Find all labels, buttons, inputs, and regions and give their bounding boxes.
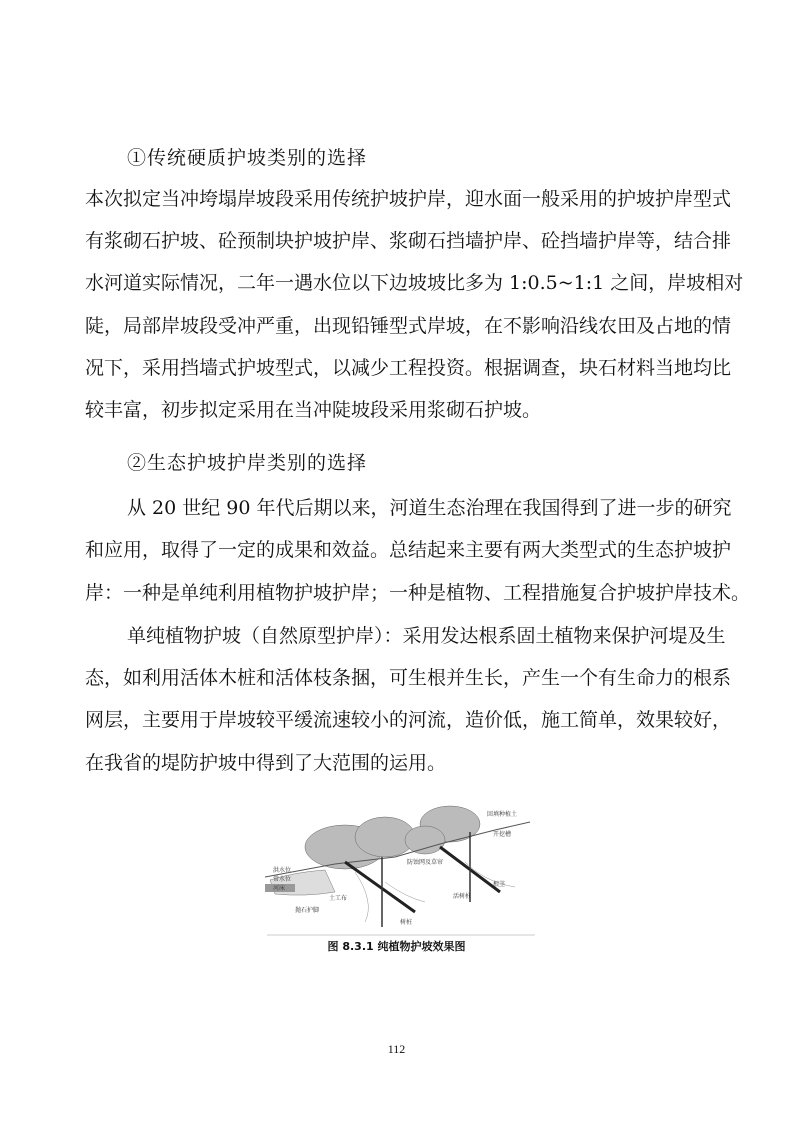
tree-canopy [305, 806, 480, 869]
figure-caption: 图 8.3.1 纯植物护坡效果图 [327, 940, 466, 953]
text-line: 有浆砌石护坡、砼预制块护坡护岸、浆砌石挡墙护岸、砼挡墙护岸等，结合排 [85, 230, 732, 252]
figure-label: 河床 [273, 885, 286, 892]
figure-label: 抛石护脚 [295, 907, 320, 914]
text-line: 陡，局部岸坡段受冲严重，出现铅锤型式岸坡，在不影响沿线农田及占地的情 [85, 315, 732, 337]
figure-label: 开挖槽 [493, 831, 512, 838]
figure-label: 根茎 [493, 881, 506, 888]
text-line: 岸：一种是单纯利用植物护坡护岸；一种是植物、工程措施复合护坡护岸技术。 [85, 582, 751, 604]
figure-label: 洪水位 [273, 867, 292, 874]
text-line: 态，如利用活体木桩和活体枝条捆，可生根并生长，产生一个有生命力的根系 [85, 667, 732, 689]
text-line: 从 20 世纪 90 年代后期以来，河道生态治理在我国得到了进一步的研究 [127, 497, 732, 519]
text-line: 况下，采用挡墙式护坡型式，以减少工程投资。根据调查，块石材料当地均比 [85, 357, 732, 379]
text-line: 在我省的堤防护坡中得到了大范围的运用。 [85, 752, 447, 774]
page-number: 112 [387, 1042, 406, 1056]
figure-label: 防蚀网及草帘 [407, 859, 444, 866]
figure-label: 树桩 [400, 919, 413, 926]
figure-label: 回填种植土 [487, 811, 518, 818]
figure-label: 常水位 [273, 876, 292, 883]
text-line: 水河道实际情况，二年一遇水位以下边坡坡比多为 1:0.5~1:1 之间，岸坡相对 [85, 272, 744, 294]
text-line: 较丰富，初步拟定采用在当冲陡坡段采用浆砌石护坡。 [85, 399, 542, 421]
text-line: 网层，主要用于岸坡较平缓流速较小的河流，造价低，施工简单，效果较好， [85, 709, 732, 731]
text-line: 单纯植物护坡（自然原型护岸）：采用发达根系固土植物来保护河堤及生 [127, 625, 726, 647]
figure-label: 土工布 [329, 895, 348, 902]
figure-label: 活树桩 [453, 893, 472, 900]
text-line: 和应用，取得了一定的成果和效益。总结起来主要有两大类型式的生态护坡护 [85, 539, 732, 561]
section2-heading: ②生态护坡护岸类别的选择 [127, 452, 368, 474]
plant-slope-figure [265, 802, 537, 940]
roots [355, 862, 515, 922]
section1-heading: ①传统硬质护坡类别的选择 [127, 147, 368, 169]
text-line: 本次拟定当冲垮塌岸坡段采用传统护坡护岸，迎水面一般采用的护坡护岸型式 [85, 188, 732, 210]
